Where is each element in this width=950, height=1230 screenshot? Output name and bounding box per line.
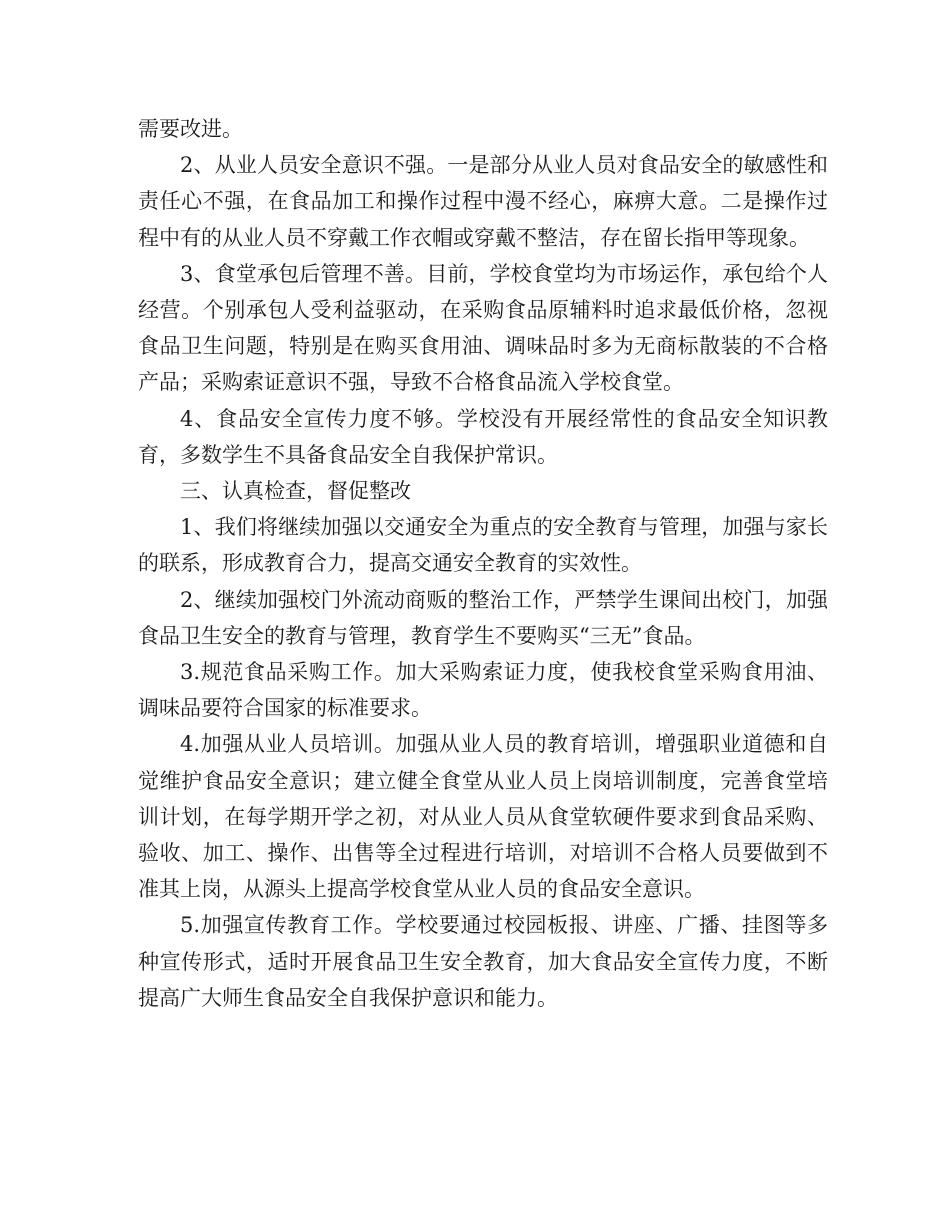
paragraph-publicity: 4、食品安全宣传力度不够。学校没有开展经常性的食品安全知识教育，多数学生不具备食品安全自我保护常识。 [138,406,828,467]
section-heading: 三、认真检查，督促整改 [180,479,411,504]
document-body [138,111,828,1016]
paragraph-vendors: 2、继续加强校门外流动商贩的整治工作，严禁学生课间出校门，加强食品卫生安全的教育与管理，教育学生不要购买“三无”食品。 [138,587,828,648]
paragraph-staff-awareness: 2、从业人员安全意识不强。一是部分从业人员对食品安全的敏感性和责任心不强，在食品加工和操作过程中漫不经心，麻痹大意。二是操作过程中有的从业人员不穿戴工作衣帽或穿戴不整洁，存在留长指甲等现象。 [138,153,828,250]
paragraph-canteen-management: 3、食堂承包后管理不善。目前，学校食堂均为市场运作，承包给个人经营。个别承包人受利益驱动，在采购食品原辅料时追求最低价格，忽视食品卫生问题，特别是在购买食用油、调味品时多为无商标散装的不合格产品；采购索证意识不强，导致不合格食品流入学校食堂。 [138,261,828,395]
paragraph-continuation: 需要改进。 [138,117,243,141]
paragraph-education: 5.加强宣传教育工作。学校要通过校园板报、讲座、广播、挂图等多种宣传形式，适时开展食品卫生安全教育，加大食品安全宣传力度，不断提高广大师生食品安全自我保护意识和能力。 [138,913,828,1010]
paragraph-procurement: 3.规范食品采购工作。加大采购索证力度，使我校食堂采购食用油、调味品要符合国家的标准要求。 [138,660,828,721]
paragraph-traffic-safety: 1、我们将继续加强以交通安全为重点的安全教育与管理，加强与家长的联系，形成教育合力，提高交通安全教育的实效性。 [138,515,828,576]
paragraph-training: 4.加强从业人员培训。加强从业人员的教育培训，增强职业道德和自觉维护食品安全意识；建立健全食堂从业人员上岗培训制度，完善食堂培训计划，在每学期开学之初，对从业人员从食堂软硬件要求到食品采购、验收、加工、操作、出售等全过程进行培训，对培训不合格人员要做到不准其上岗，从源头上提高学校食堂从业人员的食品安全意识。 [138,732,828,902]
